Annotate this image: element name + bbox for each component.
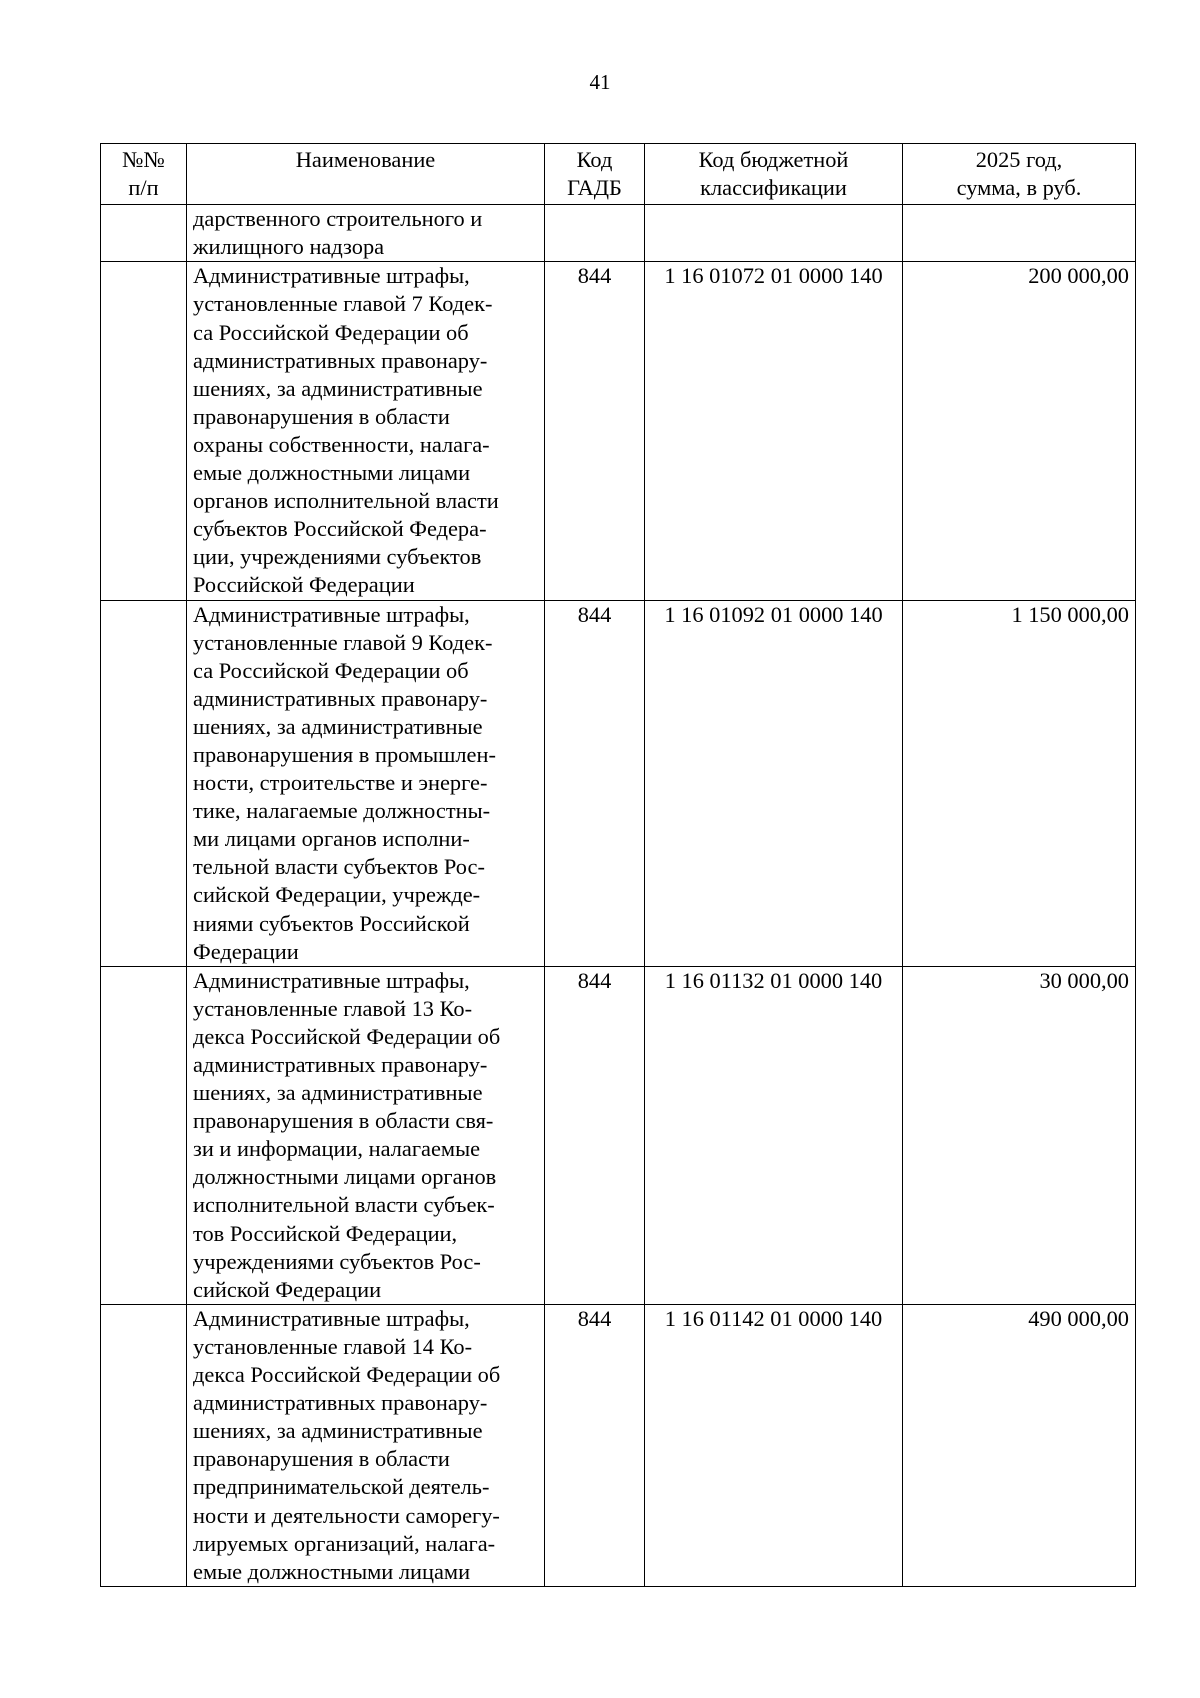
- table-row: [101, 966, 1136, 1304]
- header-number: [101, 144, 187, 205]
- cell-name-line: тов Российской Федерации,: [193, 1220, 458, 1246]
- cell-budget-code: 1 16 01092 01 0000 140: [645, 600, 903, 966]
- header-gadb-line2: ГАДБ: [567, 175, 622, 201]
- cell-name-line: тельной власти субъектов Рос-: [193, 854, 485, 880]
- cell-name-line: дарственного строительного и: [193, 206, 483, 232]
- cell-name: [187, 262, 545, 600]
- cell-name-line: субъектов Российской Федера-: [193, 516, 487, 542]
- cell-name-line: ности, строительстве и энерге-: [193, 770, 488, 796]
- cell-name-line: декса Российской Федерации об: [193, 1023, 501, 1049]
- page-number: 41: [589, 70, 611, 94]
- header-name: [187, 144, 545, 205]
- cell-number: [101, 205, 187, 262]
- cell-name-line: Административные штрафы,: [193, 601, 470, 627]
- cell-name-line: ми лицами органов исполни-: [193, 826, 470, 852]
- cell-name-line: должностными лицами органов: [193, 1164, 497, 1190]
- cell-name-line: тике, налагаемые должностны-: [193, 798, 491, 824]
- cell-name-line: административных правонару-: [193, 685, 488, 711]
- header-budget-line2: классификации: [700, 175, 847, 201]
- table-header-row: [101, 144, 1136, 205]
- cell-name: [187, 966, 545, 1304]
- cell-name-line: декса Российской Федерации об: [193, 1362, 501, 1388]
- cell-name-line: жилищного надзора: [193, 234, 385, 260]
- cell-name-line: Административные штрафы,: [193, 263, 470, 289]
- cell-name-line: Федерации: [193, 938, 299, 964]
- header-budget-code: [645, 144, 903, 205]
- cell-name-line: исполнительной власти субъек-: [193, 1192, 495, 1218]
- cell-name-line: шениях, за административные: [193, 1080, 483, 1106]
- cell-name-line: административных правонару-: [193, 347, 488, 373]
- cell-name-line: сийской Федерации: [193, 1276, 382, 1302]
- cell-name-line: емые должностными лицами: [193, 1558, 471, 1584]
- header-sum-line2: сумма, в руб.: [956, 175, 1082, 201]
- cell-name-line: установленные главой 14 Ко-: [193, 1333, 473, 1359]
- cell-budget-code: 1 16 01142 01 0000 140: [645, 1304, 903, 1586]
- cell-number: [101, 262, 187, 600]
- table-row: [101, 262, 1136, 600]
- cell-name-line: установленные главой 13 Ко-: [193, 995, 473, 1021]
- cell-name-line: органов исполнительной власти: [193, 488, 499, 514]
- cell-name: [187, 205, 545, 262]
- header-sum-line1: 2025 год,: [975, 147, 1063, 172]
- cell-name-line: предпринимательской деятель-: [193, 1474, 490, 1500]
- cell-name: [187, 1304, 545, 1586]
- cell-name-line: правонарушения в области свя-: [193, 1108, 494, 1134]
- table-row: [101, 205, 1136, 262]
- cell-name-line: емые должностными лицами: [193, 460, 471, 486]
- cell-sum: 490 000,00: [903, 1304, 1136, 1586]
- cell-budget-code: 1 16 01072 01 0000 140: [645, 262, 903, 600]
- cell-name-line: лируемых организаций, налага-: [193, 1530, 496, 1556]
- cell-name-line: Административные штрафы,: [193, 1305, 470, 1331]
- cell-gadb-code: 844: [545, 600, 645, 966]
- cell-name-line: учреждениями субъектов Рос-: [193, 1248, 481, 1274]
- cell-name-line: Административные штрафы,: [193, 967, 470, 993]
- cell-name-line: правонарушения в промышлен-: [193, 741, 496, 767]
- header-gadb-code: [545, 144, 645, 205]
- cell-name-line: охраны собственности, налага-: [193, 431, 490, 457]
- cell-sum: 1 150 000,00: [903, 600, 1136, 966]
- table-body: [101, 205, 1136, 1587]
- cell-number: [101, 1304, 187, 1586]
- cell-name-line: ции, учреждениями субъектов: [193, 544, 482, 570]
- cell-name-line: сийской Федерации, учрежде-: [193, 882, 481, 908]
- cell-name-line: шениях, за административные: [193, 713, 483, 739]
- cell-name-line: шениях, за административные: [193, 1418, 483, 1444]
- cell-sum: [903, 205, 1136, 262]
- cell-name-line: шениях, за административные: [193, 375, 483, 401]
- cell-name-line: административных правонару-: [193, 1052, 488, 1077]
- cell-name-line: зи и информации, налагаемые: [193, 1136, 481, 1162]
- cell-name-line: ниями субъектов Российской: [193, 910, 470, 936]
- header-name-label: Наименование: [295, 147, 436, 172]
- header-budget-line1: Код бюджетной: [698, 147, 849, 172]
- cell-name-line: правонарушения в области: [193, 403, 450, 429]
- cell-budget-code: [645, 205, 903, 262]
- table-row: [101, 600, 1136, 966]
- cell-sum: 30 000,00: [903, 966, 1136, 1304]
- cell-name-line: административных правонару-: [193, 1390, 488, 1416]
- budget-table: [100, 143, 1136, 1587]
- header-number-line2: п/п: [128, 175, 159, 201]
- cell-name-line: ности и деятельности саморегу-: [193, 1502, 500, 1528]
- cell-number: [101, 600, 187, 966]
- cell-gadb-code: 844: [545, 966, 645, 1304]
- cell-name-line: установленные главой 9 Кодек-: [193, 629, 493, 655]
- cell-number: [101, 966, 187, 1304]
- cell-budget-code: 1 16 01132 01 0000 140: [645, 966, 903, 1304]
- cell-gadb-code: [545, 205, 645, 262]
- cell-name-line: правонарушения в области: [193, 1446, 450, 1472]
- cell-sum: 200 000,00: [903, 262, 1136, 600]
- cell-name-line: установленные главой 7 Кодек-: [193, 291, 493, 317]
- cell-name-line: Российской Федерации: [193, 572, 415, 598]
- cell-name-line: са Российской Федерации об: [193, 657, 469, 683]
- cell-name-line: са Российской Федерации об: [193, 319, 469, 345]
- header-sum: [903, 144, 1136, 205]
- cell-gadb-code: 844: [545, 262, 645, 600]
- header-gadb-line1: Код: [576, 147, 613, 172]
- cell-gadb-code: 844: [545, 1304, 645, 1586]
- header-number-line1: №№: [122, 147, 165, 172]
- cell-name: [187, 600, 545, 966]
- table-row: [101, 1304, 1136, 1586]
